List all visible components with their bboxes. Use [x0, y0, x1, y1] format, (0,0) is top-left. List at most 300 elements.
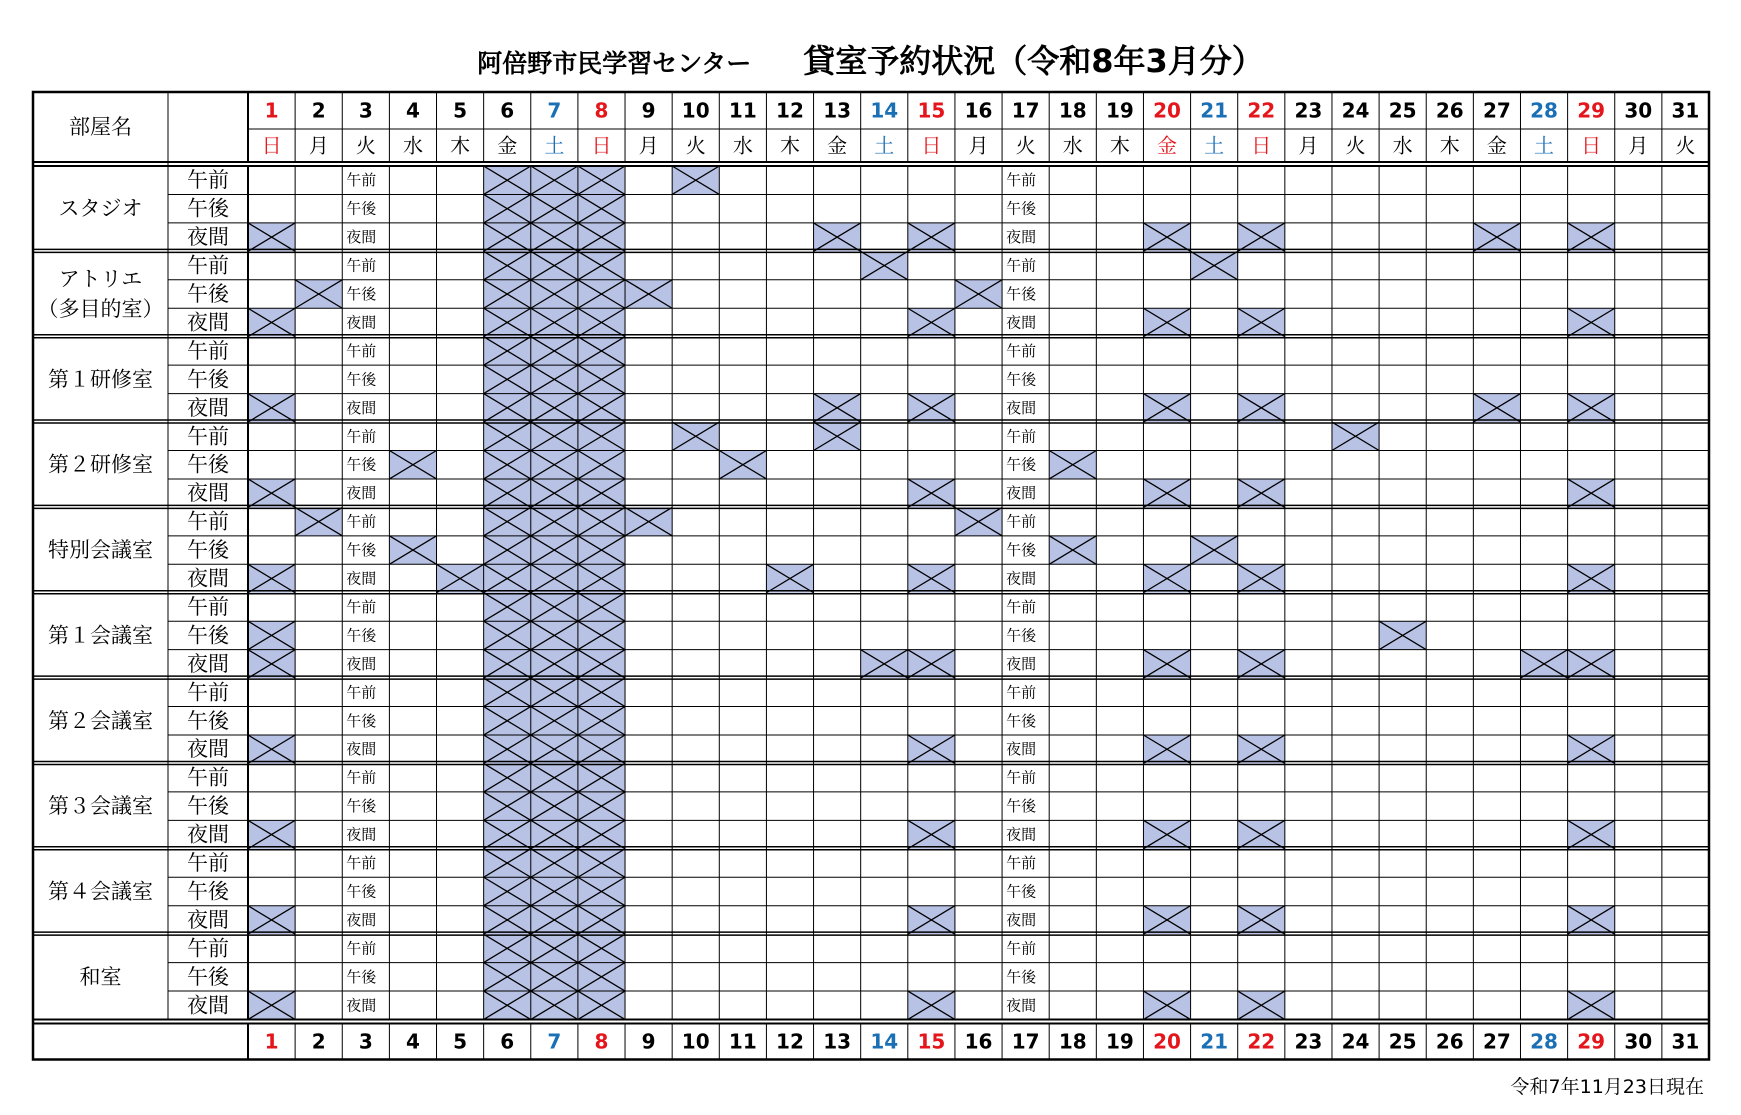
booked-cell	[1238, 564, 1285, 592]
booked-cell	[248, 308, 295, 336]
weekday-label: 月	[968, 133, 989, 158]
booked-cell	[484, 877, 531, 905]
booked-cell	[578, 820, 625, 848]
slot-label: 午後	[187, 367, 229, 392]
weekday-label: 月	[308, 133, 329, 158]
slot-label: 夜間	[187, 395, 229, 420]
booked-cell	[578, 337, 625, 365]
booked-cell	[484, 308, 531, 336]
booked-cell	[1238, 820, 1285, 848]
slot-label: 夜間	[187, 737, 229, 762]
booked-cell	[389, 451, 436, 479]
booked-cell	[1568, 479, 1615, 507]
booked-cell	[531, 735, 578, 763]
slot-label-small: 午前	[346, 683, 377, 702]
booked-cell	[955, 280, 1002, 308]
booked-cell	[484, 735, 531, 763]
slot-label-small: 夜間	[346, 654, 377, 673]
booked-cell	[1238, 735, 1285, 763]
booked-cell	[484, 593, 531, 621]
slot-label-small: 夜間	[1006, 484, 1037, 503]
weekday-label: 月	[1298, 133, 1319, 158]
booked-cell	[578, 877, 625, 905]
booked-cell	[531, 678, 578, 706]
booked-cell	[578, 991, 625, 1019]
weekday-label: 火	[355, 133, 376, 158]
booked-cell	[908, 308, 955, 336]
day-number: 12	[776, 98, 804, 123]
booked-cell	[484, 223, 531, 251]
day-number: 13	[823, 98, 852, 123]
footer-day-number: 26	[1435, 1029, 1464, 1054]
room-name: 第２会議室	[48, 708, 153, 733]
slot-label-small: 午前	[346, 939, 377, 958]
booked-cell	[578, 422, 625, 450]
booked-cell	[1568, 735, 1615, 763]
booked-cell	[484, 963, 531, 991]
booked-cell	[531, 422, 578, 450]
booked-cell	[1191, 536, 1238, 564]
weekday-label: 火	[685, 133, 706, 158]
booked-cell	[578, 507, 625, 535]
slot-label-small: 午前	[346, 256, 377, 275]
day-number: 17	[1011, 98, 1040, 123]
booked-cell	[1143, 394, 1190, 422]
booked-cell	[578, 621, 625, 649]
booked-cell	[531, 223, 578, 251]
booked-cell	[484, 906, 531, 934]
day-number: 23	[1294, 98, 1323, 123]
room-name: （多目的室）	[37, 297, 164, 322]
weekday-label: 火	[1675, 133, 1696, 158]
weekday-label: 金	[1157, 133, 1178, 158]
booked-cell	[908, 991, 955, 1019]
booked-cell	[437, 564, 484, 592]
slot-label: 夜間	[187, 566, 229, 591]
day-number: 10	[681, 98, 710, 123]
footer-day-number: 12	[776, 1029, 804, 1054]
room-name: スタジオ	[58, 196, 143, 221]
slot-label-small: 午後	[1006, 541, 1037, 560]
slot-label: 午後	[187, 196, 229, 221]
footer-day-number: 1	[264, 1029, 279, 1054]
slot-label-small: 夜間	[346, 569, 377, 588]
slot-label-small: 夜間	[346, 484, 377, 503]
day-number: 29	[1577, 98, 1606, 123]
booked-cell	[484, 849, 531, 877]
booked-cell	[1473, 394, 1520, 422]
footer-day-number: 21	[1200, 1029, 1229, 1054]
slot-label: 夜間	[187, 651, 229, 676]
day-number: 16	[964, 98, 993, 123]
booked-cell	[484, 451, 531, 479]
weekday-label: 火	[1345, 133, 1366, 158]
slot-label: 午前	[187, 424, 229, 449]
booked-cell	[908, 820, 955, 848]
booked-cell	[578, 251, 625, 279]
day-number: 25	[1388, 98, 1417, 123]
booked-cell	[1568, 564, 1615, 592]
slot-label-small: 午前	[1006, 341, 1037, 360]
booked-cell	[248, 223, 295, 251]
booked-cell	[1238, 991, 1285, 1019]
booked-cell	[484, 365, 531, 393]
day-number: 19	[1105, 98, 1134, 123]
booked-cell	[248, 394, 295, 422]
booked-cell	[389, 536, 436, 564]
weekday-label: 火	[1015, 133, 1036, 158]
booked-cell	[1238, 223, 1285, 251]
weekday-label: 木	[450, 133, 471, 158]
booked-cell	[578, 963, 625, 991]
booked-cell	[578, 849, 625, 877]
booked-cell	[295, 507, 342, 535]
slot-label-small: 午後	[346, 199, 377, 218]
booked-cell	[1143, 820, 1190, 848]
slot-label-small: 午後	[1006, 711, 1037, 730]
weekday-label: 月	[638, 133, 659, 158]
booked-cell	[1143, 906, 1190, 934]
slot-label-small: 午前	[346, 512, 377, 531]
slot-label-small: 午後	[1006, 285, 1037, 304]
booked-cell	[531, 536, 578, 564]
booked-cell	[578, 792, 625, 820]
organization-name: 阿倍野市民学習センター	[477, 49, 752, 78]
day-number: 26	[1435, 98, 1464, 123]
booked-cell	[908, 564, 955, 592]
day-number: 15	[917, 98, 946, 123]
weekday-label: 金	[827, 133, 848, 158]
footer-day-number: 23	[1294, 1029, 1323, 1054]
slot-label: 午後	[187, 708, 229, 733]
slot-label-small: 夜間	[1006, 313, 1037, 332]
footer-day-number: 2	[311, 1029, 326, 1054]
slot-label-small: 午後	[1006, 967, 1037, 986]
slot-label: 午後	[187, 879, 229, 904]
slot-label-small: 午前	[1006, 171, 1037, 190]
footer-day-number: 10	[681, 1029, 710, 1054]
weekday-label: 水	[1392, 133, 1413, 158]
booked-cell	[625, 280, 672, 308]
booked-cell	[672, 422, 719, 450]
booked-cell	[484, 820, 531, 848]
booked-cell	[531, 507, 578, 535]
booked-cell	[1049, 536, 1096, 564]
booked-cell	[578, 365, 625, 393]
weekday-label: 土	[874, 133, 895, 158]
booked-cell	[766, 564, 813, 592]
slot-label-small: 夜間	[1006, 910, 1037, 929]
slot-label: 夜間	[187, 907, 229, 932]
booked-cell	[484, 707, 531, 735]
weekday-label: 日	[261, 133, 282, 158]
booked-cell	[248, 479, 295, 507]
weekday-label: 日	[1581, 133, 1602, 158]
booked-cell	[248, 564, 295, 592]
day-number: 27	[1482, 98, 1511, 123]
booked-cell	[484, 650, 531, 678]
booked-cell	[248, 650, 295, 678]
weekday-label: 日	[921, 133, 942, 158]
booked-cell	[531, 906, 578, 934]
slot-label-small: 午後	[346, 882, 377, 901]
booked-cell	[578, 707, 625, 735]
booked-cell	[531, 365, 578, 393]
slot-label: 午前	[187, 253, 229, 278]
weekday-label: 木	[1109, 133, 1130, 158]
booked-cell	[908, 906, 955, 934]
as-of-date: 令和7年11月23日現在	[1510, 1076, 1704, 1098]
booked-cell	[578, 650, 625, 678]
booked-cell	[531, 963, 578, 991]
slot-label-small: 午後	[346, 285, 377, 304]
footer-day-number: 11	[728, 1029, 757, 1054]
day-number: 3	[358, 98, 373, 123]
booked-cell	[1568, 650, 1615, 678]
slot-label-small: 午後	[346, 370, 377, 389]
footer-day-number: 30	[1624, 1029, 1653, 1054]
booked-cell	[1238, 394, 1285, 422]
booked-cell	[1568, 820, 1615, 848]
slot-label: 夜間	[187, 310, 229, 335]
booked-cell	[578, 166, 625, 194]
day-number: 18	[1058, 98, 1087, 123]
day-number: 20	[1153, 98, 1181, 123]
slot-label-small: 夜間	[1006, 398, 1037, 417]
day-number: 9	[641, 98, 656, 123]
booked-cell	[484, 536, 531, 564]
slot-label-small: 午前	[1006, 768, 1037, 787]
room-name: 第１研修室	[48, 367, 153, 392]
booked-cell	[248, 906, 295, 934]
slot-label-small: 夜間	[1006, 569, 1037, 588]
booked-cell	[484, 251, 531, 279]
footer-day-number: 14	[870, 1029, 899, 1054]
slot-label-small: 午後	[1006, 199, 1037, 218]
schedule-title: 貸室予約状況（令和8年3月分）	[803, 42, 1264, 80]
booked-cell	[295, 280, 342, 308]
footer-day-number: 29	[1577, 1029, 1606, 1054]
slot-label-small: 午後	[346, 797, 377, 816]
booked-cell	[578, 308, 625, 336]
booked-cell	[531, 593, 578, 621]
booked-cell	[578, 536, 625, 564]
room-name: 第１会議室	[48, 623, 153, 648]
booked-cell	[908, 223, 955, 251]
slot-label-small: 夜間	[1006, 654, 1037, 673]
day-number: 4	[405, 98, 420, 123]
slot-label-small: 夜間	[346, 825, 377, 844]
booked-cell	[1473, 223, 1520, 251]
footer-day-number: 19	[1105, 1029, 1134, 1054]
weekday-label: 日	[1251, 133, 1272, 158]
day-number: 11	[728, 98, 757, 123]
footer-day-number: 24	[1341, 1029, 1370, 1054]
slot-label-small: 夜間	[346, 996, 377, 1015]
booked-cell	[484, 394, 531, 422]
booked-cell	[1568, 394, 1615, 422]
footer-day-number: 22	[1247, 1029, 1276, 1054]
booked-cell	[1143, 564, 1190, 592]
booked-cell	[531, 792, 578, 820]
slot-label: 夜間	[187, 481, 229, 506]
booked-cell	[578, 223, 625, 251]
booked-cell	[578, 593, 625, 621]
slot-label: 午後	[187, 452, 229, 477]
slot-label-small: 夜間	[346, 910, 377, 929]
weekday-label: 土	[1534, 133, 1555, 158]
booked-cell	[1191, 251, 1238, 279]
booked-cell	[578, 479, 625, 507]
slot-label: 午前	[187, 509, 229, 534]
booked-cell	[814, 223, 861, 251]
booked-cell	[484, 621, 531, 649]
slot-label-small: 午前	[346, 341, 377, 360]
booked-cell	[531, 479, 578, 507]
slot-label-small: 午前	[1006, 683, 1037, 702]
weekday-label: 水	[1062, 133, 1083, 158]
day-number: 8	[594, 98, 609, 123]
weekday-label: 土	[1204, 133, 1225, 158]
slot-label: 午後	[187, 623, 229, 648]
booked-cell	[861, 650, 908, 678]
footer-day-number: 27	[1482, 1029, 1511, 1054]
day-number: 1	[264, 98, 279, 123]
footer-day-number: 6	[500, 1029, 515, 1054]
booked-cell	[1143, 735, 1190, 763]
booked-cell	[1238, 650, 1285, 678]
footer-day-number: 15	[917, 1029, 946, 1054]
slot-label-small: 午前	[346, 171, 377, 190]
footer-day-number: 7	[547, 1029, 562, 1054]
booked-cell	[484, 763, 531, 791]
booked-cell	[531, 337, 578, 365]
footer-day-number: 18	[1058, 1029, 1087, 1054]
weekday-label: 金	[497, 133, 518, 158]
slot-label-small: 午前	[346, 427, 377, 446]
booked-cell	[531, 280, 578, 308]
booked-cell	[578, 194, 625, 222]
booked-cell	[531, 308, 578, 336]
booked-cell	[1568, 906, 1615, 934]
booked-cell	[1143, 991, 1190, 1019]
booked-cell	[672, 166, 719, 194]
booked-cell	[625, 507, 672, 535]
booked-cell	[578, 735, 625, 763]
day-number: 24	[1341, 98, 1370, 123]
footer-day-number: 3	[358, 1029, 373, 1054]
slot-label: 午後	[187, 964, 229, 989]
footer-day-number: 28	[1530, 1029, 1558, 1054]
weekday-label: 水	[402, 133, 423, 158]
booked-cell	[908, 479, 955, 507]
weekday-label: 金	[1486, 133, 1507, 158]
slot-label-small: 午前	[346, 768, 377, 787]
slot-label: 午前	[187, 936, 229, 961]
slot-label-small: 夜間	[346, 313, 377, 332]
booked-cell	[248, 820, 295, 848]
booked-cell	[484, 280, 531, 308]
slot-label-small: 夜間	[346, 398, 377, 417]
booked-cell	[955, 507, 1002, 535]
weekday-label: 水	[732, 133, 753, 158]
day-number: 6	[500, 98, 515, 123]
booked-cell	[531, 251, 578, 279]
slot-label-small: 午前	[346, 597, 377, 616]
slot-label-small: 午後	[1006, 797, 1037, 816]
booked-cell	[248, 621, 295, 649]
room-name: 特別会議室	[48, 538, 153, 563]
slot-label-small: 午前	[1006, 512, 1037, 531]
booked-cell	[484, 678, 531, 706]
booked-cell	[484, 507, 531, 535]
slot-label-small: 夜間	[346, 740, 377, 759]
slot-label-small: 夜間	[1006, 996, 1037, 1015]
booked-cell	[1143, 479, 1190, 507]
booked-cell	[1568, 308, 1615, 336]
booked-cell	[531, 621, 578, 649]
booked-cell	[484, 792, 531, 820]
booked-cell	[578, 763, 625, 791]
slot-label-small: 午後	[346, 626, 377, 645]
weekday-label: 木	[1439, 133, 1460, 158]
day-number: 2	[311, 98, 326, 123]
booked-cell	[861, 251, 908, 279]
slot-label-small: 午後	[1006, 370, 1037, 389]
booked-cell	[531, 991, 578, 1019]
slot-label-small: 午後	[1006, 455, 1037, 474]
booked-cell	[531, 451, 578, 479]
slot-label-small: 午後	[346, 711, 377, 730]
booked-cell	[531, 934, 578, 962]
slot-label: 午前	[187, 765, 229, 790]
weekday-label: 月	[1628, 133, 1649, 158]
day-number: 21	[1200, 98, 1229, 123]
slot-label-small: 午前	[346, 854, 377, 873]
slot-label-small: 午前	[1006, 597, 1037, 616]
day-number: 28	[1530, 98, 1558, 123]
slot-label: 午前	[187, 168, 229, 193]
footer-day-number: 9	[641, 1029, 656, 1054]
booked-cell	[248, 991, 295, 1019]
booked-cell	[578, 451, 625, 479]
booked-cell	[531, 166, 578, 194]
footer-day-number: 4	[405, 1029, 420, 1054]
booked-cell	[1568, 223, 1615, 251]
room-name: アトリエ	[58, 267, 143, 292]
booked-cell	[484, 337, 531, 365]
booked-cell	[531, 820, 578, 848]
booked-cell	[531, 763, 578, 791]
booked-cell	[1143, 223, 1190, 251]
slot-label: 夜間	[187, 822, 229, 847]
booked-cell	[531, 707, 578, 735]
day-number: 30	[1624, 98, 1653, 123]
footer-day-number: 20	[1153, 1029, 1181, 1054]
booked-cell	[484, 991, 531, 1019]
booked-cell	[531, 849, 578, 877]
slot-label: 夜間	[187, 993, 229, 1018]
booked-cell	[814, 394, 861, 422]
weekday-label: 木	[779, 133, 800, 158]
slot-label-small: 午前	[1006, 427, 1037, 446]
footer-day-number: 13	[823, 1029, 852, 1054]
booked-cell	[484, 934, 531, 962]
booked-cell	[578, 906, 625, 934]
day-number: 7	[547, 98, 562, 123]
booked-cell	[719, 451, 766, 479]
weekday-label: 土	[544, 133, 565, 158]
